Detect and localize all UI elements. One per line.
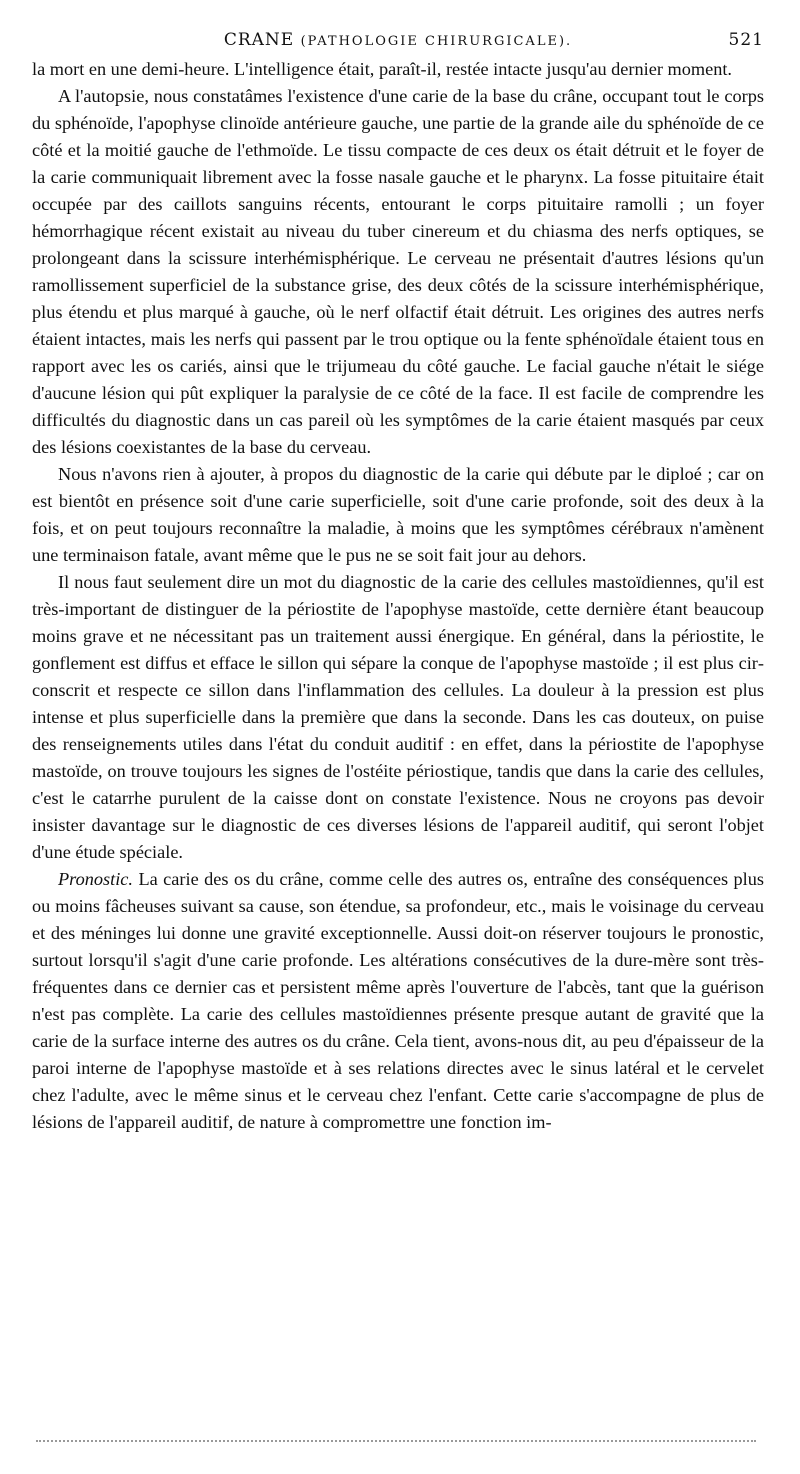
running-title-main: CRANE <box>223 30 295 50</box>
body-text <box>32 56 764 1136</box>
paragraph-5 <box>32 866 764 1136</box>
running-title <box>32 30 764 50</box>
paragraph-3 <box>32 461 764 569</box>
paragraph-text: Il nous faut seulement dire un mot du diagnostic de la carie des cellules mastoïdiennes, qu'il est très-important de distinguer de la périostite de l'apophyse mastoïde, cette dernière étant beaucoup moins grave et ne nécessitant pas un traitement aussi énergique. En général, dans la périostite, le gonflement est diffus et efface le sillon qui sépare la conque de l'apophyse mastoïde ; il est plus circonscrit et respecte ce sillon dans l'inflammation des cellules. La douleur à la pression est plus intense et plus superficielle dans la première que dans la seconde. Dans les cas douteux, on puise des renseignements utiles dans l'état du conduit auditif : en effet, dans la périostite de l'apophyse mastoïde, on trouve toujours les signes de l'ostéite périostique, tandis que dans la carie des cellules, c'est le catarrhe purulent de la caisse dont on constate l'existence. Nous ne croyons pas devoir insister davantage sur le diagnostic de ces diverses lésions de l'appareil auditif, qui seront l'objet d'une étude spéciale. <box>32 572 764 862</box>
running-title-sub: (PATHOLOGIE CHIRURGICALE). <box>300 34 573 49</box>
book-page <box>32 22 764 1136</box>
paragraph-text: La carie des os du crâne, comme celle des autres os, entraîne des conséquences plus ou moins fâcheuses suivant sa cause, son étendue, sa profondeur, etc., mais le voisinage du cerveau et des méninges lui donne une gravité exceptionnelle. Aussi doit-on réserver toujours le pronostic, surtout lorsqu'il s'agit d'une carie profonde. Les altérations consécutives de la dure-mère sont très-fréquentes dans ce dernier cas et persistent même après l'ouverture de l'abcès, tant que la guérison n'est pas complète. La carie des cellules mastoïdiennes présente presque autant de gravité que la carie de la surface interne des autres os du crâne. Cela tient, avons-nous dit, au peu d'épaisseur de la paroi interne de l'apophyse mastoïde et à ses relations directes avec le sinus latéral et le cervelet chez l'adulte, avec le même sinus et le cerveau chez l'enfant. Cette carie s'accompagne de plus de lésions de l'appareil auditif, de nature à compromettre une fonction im- <box>32 869 764 1132</box>
paragraph-1 <box>32 56 764 83</box>
paragraph-4 <box>32 569 764 866</box>
page-number: 521 <box>728 30 764 50</box>
paragraph-text: Nous n'avons rien à ajouter, à propos du diagnostic de la carie qui débute par le diploé ; car on est bientôt en présence soit d'une carie superficielle, soit d'une carie profonde, soit des deux à la fois, et on peut toujours reconnaître la maladie, à moins que les symptômes cérébraux n'amènent une terminaison fatale, avant même que le pus ne se soit fait jour au dehors. <box>32 464 764 565</box>
paragraph-text: la mort en une demi-heure. L'intelligence était, paraît-il, restée intacte jusqu'au dernier moment. <box>32 59 732 79</box>
footer-divider <box>36 1440 756 1442</box>
running-header <box>32 22 764 56</box>
paragraph-2 <box>32 83 764 461</box>
section-heading-pronostic: Pronostic. <box>58 869 133 889</box>
paragraph-text: A l'autopsie, nous constatâmes l'existence d'une carie de la base du crâne, occupant tout le corps du sphénoïde, l'apophyse clinoïde antérieure gauche, une partie de la grande aile du sphénoïde de ce côté et la moitié gauche de l'ethmoïde. Le tissu compacte de ces deux os était détruit et le foyer de la carie communiquait librement avec la fosse nasale gauche et le pharynx. La fosse pituitaire était occupée par des caillots sanguins récents, entourant le corps pituitaire ramolli ; un foyer hémorrhagique récent existait au niveau du tuber cinereum et du chiasma des nerfs optiques, se prolongeant dans la scissure interhémisphérique. Le cerveau ne présentait d'autres lésions qu'un ramollissement superficiel de la substance grise, des deux côtés de la scissure interhémisphérique, plus étendu et plus marqué à gauche, où le nerf olfactif était détruit. Les origines des autres nerfs étaient intactes, mais les nerfs qui passent par le trou optique ou la fente sphénoïdale étaient tous en rapport avec les os cariés, ainsi que le trijumeau du côté gauche. Le facial gauche n'était le siége d'aucune lésion qui pût expliquer la paralysie de ce côté de la face. Il est facile de comprendre les difficultés du diagnostic dans un cas pareil où les symptômes de la carie étaient masqués par ceux des lésions coexistantes de la base du cerveau. <box>32 86 764 457</box>
